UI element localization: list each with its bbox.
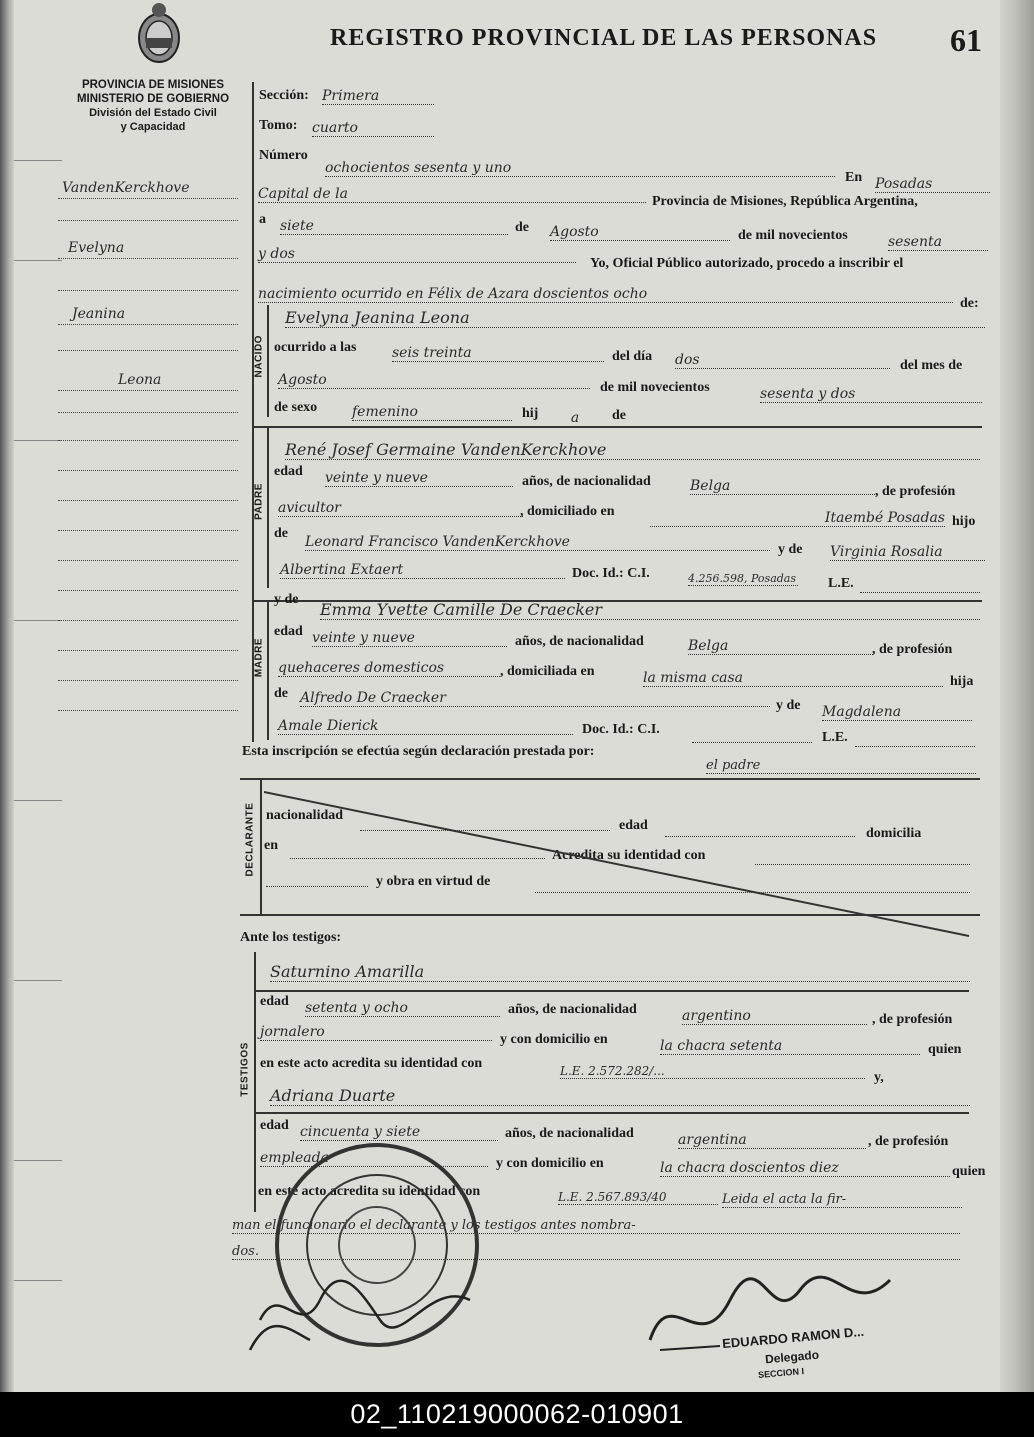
t2-quien-label: quien: [952, 1164, 986, 1179]
document-title: REGISTRO PROVINCIAL DE LAS PERSONAS: [330, 25, 878, 51]
sexo-value: femenino: [352, 404, 512, 421]
t1-quien-label: quien: [928, 1042, 962, 1057]
numero-label: Número: [259, 148, 308, 163]
hij-suffix-value: a: [545, 410, 605, 427]
officer-name-stamp: EDUARDO RAMON D...: [721, 1323, 865, 1352]
agency-line-3: División del Estado Civil: [89, 107, 217, 119]
sexo-label: de sexo: [274, 400, 318, 415]
tomo-label: Tomo:: [259, 118, 298, 133]
dia-nac-value: dos: [675, 352, 890, 369]
officer-section-stamp: SECCION I: [757, 1366, 805, 1380]
del-dia-label: del día: [612, 349, 653, 364]
provincia-label: Provincia de Misiones, República Argentina,: [652, 194, 918, 209]
mes-nac-value: Agosto: [278, 372, 590, 389]
coat-of-arms-icon: [133, 0, 185, 66]
t1-dom-value: la chacra setenta: [660, 1038, 920, 1055]
madre-padre-value: Alfredo De Craecker: [300, 690, 770, 707]
padre-nombre-value: René Josef Germaine VandenKerckhove: [285, 440, 980, 460]
page-number: 61: [950, 22, 982, 58]
madre-y-de-label: y de: [274, 592, 299, 607]
declarante-en-label: en: [264, 838, 278, 853]
padre-hijo-label: hijo: [952, 514, 976, 529]
padre-section-label: PADRE: [253, 483, 265, 520]
padre-edad-label: edad: [274, 464, 303, 479]
testigos-intro-label: Ante los testigos:: [240, 930, 342, 945]
padre-anos-nac-label: años, de nacionalidad: [522, 474, 651, 489]
anio-value-2: y dos: [258, 246, 576, 263]
tomo-value: cuarto: [312, 120, 434, 137]
madre-hija-label: hija: [950, 674, 974, 689]
t2-doc-value: L.E. 2.567.893/40: [558, 1190, 718, 1205]
madre-nombre-value: Emma Yvette Camille De Craecker: [320, 600, 980, 620]
t1-anos-nac-label: años, de nacionalidad: [508, 1002, 637, 1017]
madre-doc-label: Doc. Id.: C.I.: [582, 722, 660, 737]
image-id-footer: 02_110219000062-010901: [0, 1392, 1034, 1437]
madre-prof-value: quehaceres domesticos: [278, 660, 500, 677]
padre-doc-value: 4.256.598, Posadas: [688, 572, 797, 585]
cierre-3-value: dos.: [232, 1244, 960, 1260]
padre-de-label: de: [274, 526, 288, 541]
mes-value: Agosto: [550, 224, 730, 241]
t1-nac-value: argentino: [682, 1008, 867, 1025]
padre-le-label: L.E.: [828, 576, 854, 591]
en-label: En: [845, 170, 863, 185]
cancel-strike-line: [264, 790, 974, 940]
padre-y-de-label: y de: [778, 542, 803, 557]
t1-prof-value: jornalero: [260, 1024, 492, 1041]
agency-block: [58, 78, 248, 134]
madre-le-label: L.E.: [822, 730, 848, 745]
t2-prof-value: empleada: [260, 1150, 488, 1167]
dia-value: siete: [280, 218, 508, 235]
anio-value: sesenta: [888, 234, 988, 251]
anio-nac-value: sesenta y dos: [760, 386, 982, 403]
hij-label: hij: [522, 406, 539, 421]
t2-acredita-label: en este acto acredita su identidad con: [258, 1184, 481, 1199]
declarante-domicilia-label: domicilia: [866, 826, 922, 841]
cierre-1-value: Leida el acta la fir-: [722, 1192, 962, 1208]
agency-line-4: y Capacidad: [120, 121, 186, 133]
officer-title-stamp: Delegado: [764, 1347, 820, 1367]
del-mes-label: del mes de: [900, 358, 963, 373]
madre-edad-label: edad: [274, 624, 303, 639]
t1-profesion-label: , de profesión: [872, 1012, 953, 1027]
t2-dom-value: la chacra doscientos diez: [660, 1160, 950, 1177]
margin-name-2: Jeanina: [72, 306, 126, 322]
oficial-label: Yo, Oficial Público autorizado, procedo a inscribir el: [590, 256, 904, 271]
de-label-2: de: [612, 408, 626, 423]
declarante-nac-label: nacionalidad: [266, 808, 344, 823]
t1-edad-value: setenta y ocho: [305, 1000, 500, 1017]
declaracion-label: Esta inscripción se efectúa según declaración prestada por:: [242, 744, 595, 759]
madre-profesion-label: , de profesión: [872, 642, 953, 657]
declarante-acredita-label: Acredita su identidad con: [552, 848, 706, 863]
en-value: Posadas: [875, 176, 990, 193]
de-mil-2-label: de mil novecientos: [600, 380, 710, 395]
t1-domicilio-label: y con domicilio en: [500, 1032, 608, 1047]
declarante-edad-label: edad: [619, 818, 648, 833]
madre-section-label: MADRE: [253, 637, 265, 678]
t2-domicilio-label: y con domicilio en: [496, 1156, 604, 1171]
acta-value: nacimiento ocurrido en Félix de Azara doscientos ocho: [258, 286, 953, 303]
nacido-section-label: NACIDO: [253, 335, 265, 378]
madre-de-label: de: [274, 686, 288, 701]
witness-signature-icon: [240, 1250, 510, 1360]
t2-nombre-value: Adriana Duarte: [270, 1086, 970, 1106]
agency-line-2: MINISTERIO DE GOBIERNO: [76, 93, 230, 105]
t2-profesion-label: , de profesión: [868, 1134, 949, 1149]
madre-madre-value: Magdalena: [822, 704, 972, 721]
right-page-edge: [1000, 0, 1034, 1392]
padre-madre-value: Virginia Rosalia: [830, 544, 985, 561]
padre-profesion-label: , de profesión: [875, 484, 956, 499]
a-label: a: [259, 212, 266, 227]
madre-nac-value: Belga: [688, 638, 873, 655]
testigos-section-label: TESTIGOS: [239, 1042, 251, 1097]
padre-padre-value: Leonard Francisco VandenKerckhove: [305, 534, 770, 551]
t1-nombre-value: Saturnino Amarilla: [270, 962, 970, 982]
padre-nac-value: Belga: [690, 478, 875, 495]
margin-name-1: Evelyna: [68, 240, 125, 256]
madre-dom-value: la misma casa: [643, 670, 943, 687]
t1-y-label: y,: [874, 1070, 884, 1085]
de-label: de: [515, 220, 529, 235]
padre-madre-2-value: Albertina Extaert: [280, 562, 565, 579]
declarante-section-label: DECLARANTE: [244, 802, 256, 877]
de-mil-label: de mil novecientos: [738, 228, 848, 243]
hora-value: seis treinta: [392, 345, 604, 362]
margin-surname: VandenKerckhove: [62, 180, 190, 196]
t1-edad-label: edad: [260, 994, 289, 1009]
padre-prof-value: avicultor: [278, 500, 523, 517]
binding-edge: [0, 0, 14, 1392]
padre-doc-label: Doc. Id.: C.I.: [572, 566, 650, 581]
t2-edad-value: cincuenta y siete: [300, 1124, 498, 1141]
t2-nac-value: argentina: [678, 1132, 866, 1149]
declarante-value: el padre: [706, 758, 976, 774]
cierre-2-value: man el funcionario el declarante y los testigos antes nombra-: [232, 1218, 960, 1234]
madre-madre-2-value: Amale Dierick: [278, 718, 573, 735]
seccion-label: Sección:: [259, 88, 309, 103]
numero-value: ochocientos sesenta y uno: [325, 160, 835, 177]
ocurrido-label: ocurrido a las: [274, 340, 357, 355]
t1-doc-value: L.E. 2.572.282/...: [560, 1064, 865, 1079]
t2-edad-label: edad: [260, 1118, 289, 1133]
t2-anos-nac-label: años, de nacionalidad: [505, 1126, 634, 1141]
margin-name-3: Leona: [118, 372, 162, 388]
padre-dom-value: Itaembé Posadas: [650, 510, 945, 527]
madre-domiciliada-label: , domiciliada en: [500, 664, 595, 679]
madre-y-de-label-2: y de: [776, 698, 801, 713]
capital-value: Capital de la: [258, 186, 646, 203]
nombre-value: Evelyna Jeanina Leona: [285, 308, 985, 328]
seccion-value: Primera: [322, 88, 434, 105]
de-colon-label: de:: [960, 296, 979, 311]
madre-anos-nac-label: años, de nacionalidad: [515, 634, 644, 649]
t1-acredita-label: en este acto acredita su identidad con: [260, 1056, 483, 1071]
agency-line-1: PROVINCIA DE MISIONES: [81, 79, 225, 91]
padre-edad-value: veinte y nueve: [325, 470, 513, 487]
declarante-obra-label: y obra en virtud de: [376, 874, 491, 889]
padre-domiciliado-label: , domiciliado en: [520, 504, 615, 519]
madre-edad-value: veinte y nueve: [312, 630, 507, 647]
